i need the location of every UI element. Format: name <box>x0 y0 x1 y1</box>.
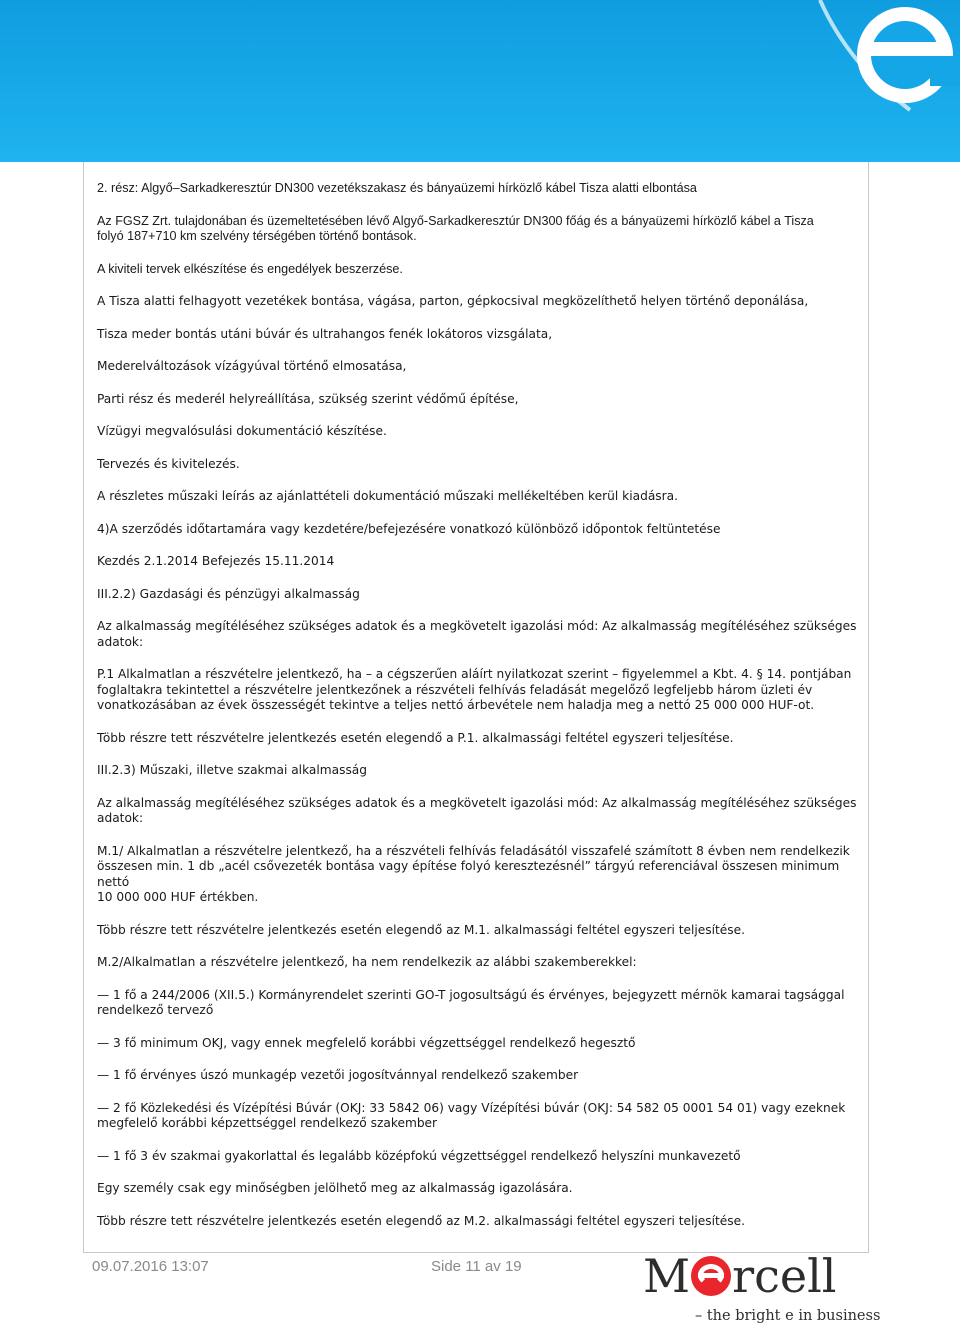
logo-wordmark <box>643 1249 837 1303</box>
paragraph: — 2 fő Közlekedési és Vízépítési Búvár (OKJ: 33 5842 06) vagy Vízépítési búvár (OKJ: 54 582 05 0001 54 01) vagy ezeknek megfelelő korábbi képzettséggel rendelkező szakember <box>97 1100 846 1130</box>
footer-page-number: Side 11 av 19 <box>431 1258 522 1275</box>
paragraph: Az alkalmasság megítéléséhez szükséges adatok és a megkövetelt igazolási mód: Az alkalmasság megítéléséhez szükséges adatok: <box>97 795 857 825</box>
paragraph: Tervezés és kivitelezés. <box>97 456 240 471</box>
paragraph: Parti rész és mederél helyreállítása, szükség szerint védőmű építése, <box>97 391 519 406</box>
header-band <box>0 0 960 162</box>
frame-right-rule <box>868 162 869 1252</box>
paragraph: Kezdés 2.1.2014 Befejezés 15.11.2014 <box>97 554 335 568</box>
paragraph: — 1 fő érvényes úszó munkagép vezetői jogosítvánnyal rendelkező szakember <box>97 1068 579 1082</box>
paragraph: — 1 fő a 244/2006 (XII.5.) Kormányrendelet szerinti GO-T jogosultságú és érvényes, bejegyzett mérnök kamarai tagsággal rendelkező tervező <box>97 987 845 1017</box>
paragraph: Az alkalmasság megítéléséhez szükséges adatok és a megkövetelt igazolási mód: Az alkalmasság megítéléséhez szükséges adatok: <box>97 619 857 649</box>
paragraph: III.2.3) Műszaki, illetve szakmai alkalmasság <box>97 763 368 777</box>
paragraph: M.1/ Alkalmatlan a részvételre jelentkező, ha a részvételi felhívás feladásától visszafelé számított 8 évben nem rendelkezik összesen min. 1 db „acél csővezeték bontása vagy építése folyó keresztezésnél” tárgyú referenciával összesen minimum nettó 10 000 000 HUF értékben. <box>97 843 850 904</box>
e-swirl-icon <box>0 0 960 162</box>
document-body <box>97 181 857 1246</box>
paragraph: Több részre tett részvételre jelentkezés esetén elegendő a P.1. alkalmassági feltétel egyszeri teljesítése. <box>97 730 734 745</box>
paragraph: Egy személy csak egy minőségben jelölhető meg az alkalmasság igazolására. <box>97 1181 573 1195</box>
paragraph: 4)A szerződés időtartamára vagy kezdetére/befejezésére vonatkozó különböző időpontok feltüntetése <box>97 521 721 536</box>
footer-date: 09.07.2016 13:07 <box>92 1258 209 1275</box>
paragraph: Tisza meder bontás utáni búvár és ultrahangos fenék lokátoros vizsgálata, <box>97 326 553 341</box>
paragraph: — 3 fő minimum OKJ, vagy ennek megfelelő korábbi végzettséggel rendelkező hegesztő <box>97 1035 636 1050</box>
paragraph: A kiviteli tervek elkészítése és engedélyek beszerzése. <box>97 261 403 276</box>
paragraph: Több részre tett részvételre jelentkezés esetén elegendő az M.2. alkalmassági feltétel egyszeri teljesítése. <box>97 1213 745 1228</box>
paragraph: A részletes műszaki leírás az ajánlattételi dokumentáció műszaki mellékeltében kerül kiadásra. <box>97 489 678 503</box>
paragraph: Vízügyi megvalósulási dokumentáció készítése. <box>97 424 387 438</box>
logo-word-left: M <box>643 1249 691 1303</box>
paragraph: III.2.2) Gazdasági és pénzügyi alkalmasság <box>97 586 360 601</box>
marcell-logo <box>643 1249 881 1327</box>
paragraph: P.1 Alkalmatlan a részvételre jelentkező, ha – a cégszerűen aláírt nyilatkozat szerint – figyelemmel a Kbt. 4. § 14. pontjában foglaltakra tekintettel a részvételre jelentkezőnek a részvételi felhívás feladását megelőző legfeljebb három üzleti év vonatkozásában az évek összességét tekintve a teljes nettó árbevétele nem haladja meg a nettó 25 000 000 HUF-ot. <box>97 667 852 712</box>
paragraph: Az FGSZ Zrt. tulajdonában és üzemeltetésében lévő Algyő-Sarkadkeresztúr DN300 főág és a bányaüzemi hírközlő kábel a Tisza folyó 187+710 km szelvény térségében történő bontások. <box>97 213 814 243</box>
frame-left-rule <box>83 162 84 1252</box>
paragraph: 2. rész: Algyő–Sarkadkeresztúr DN300 vezetékszakasz és bányaüzemi hírközlő kábel Tisza alatti elbontása <box>97 181 697 195</box>
logo-word-right: rcell <box>732 1249 837 1303</box>
paragraph: Több részre tett részvételre jelentkezés esetén elegendő az M.1. alkalmassági feltétel egyszeri teljesítése. <box>97 922 745 937</box>
paragraph: M.2/Alkalmatlan a részvételre jelentkező, ha nem rendelkezik az alábbi szakemberekkel: <box>97 955 637 969</box>
paragraph: — 1 fő 3 év szakmai gyakorlattal és legalább középfokú végzettséggel rendelkező helyszíni munkavezető <box>97 1148 741 1163</box>
paragraph: Mederelváltozások vízágyúval történő elmosatása, <box>97 359 407 373</box>
paragraph: A Tisza alatti felhagyott vezetékek bontása, vágása, parton, gépkocsival megközelíthető helyen történő deponálása, <box>97 294 809 308</box>
logo-tagline: – the bright e in business <box>695 1308 881 1324</box>
logo-e-icon <box>691 1256 731 1296</box>
